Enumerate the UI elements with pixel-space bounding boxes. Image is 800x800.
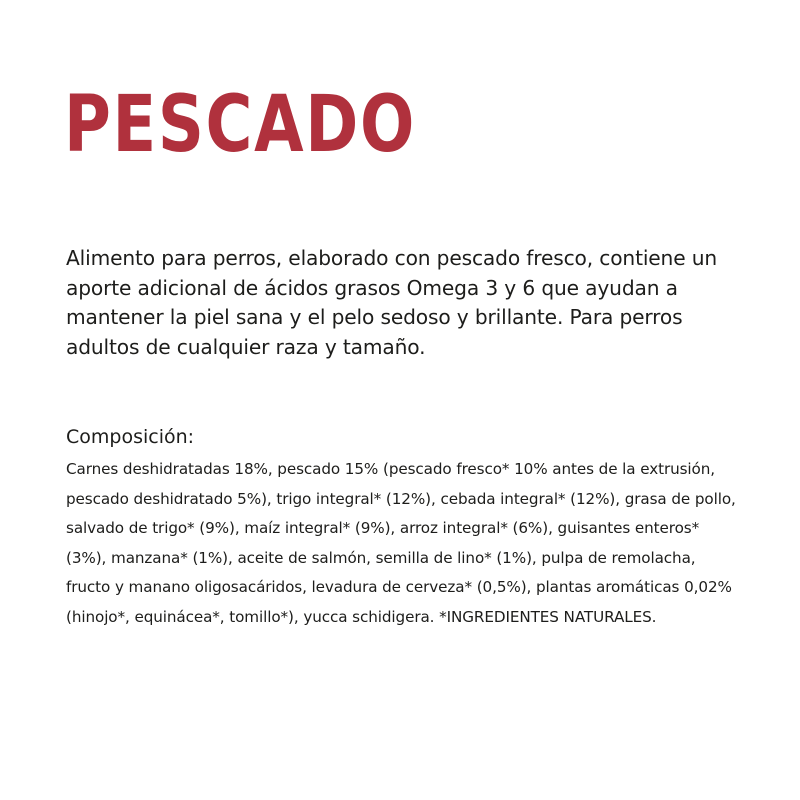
- composition-heading: Composición:: [66, 426, 195, 448]
- product-description: Alimento para perros, elaborado con pescado fresco, contiene un aporte adicional de ácidos grasos Omega 3 y 6 que ayudan a mantener la piel sana y el pelo sedoso y brillante. Para perros adultos de cualquier raza y tamaño.: [66, 246, 718, 359]
- composition-text: Carnes deshidratadas 18%, pescado 15% (pescado fresco* 10% antes de la extrusión, pescado deshidratado 5%), trigo integral* (12%), cebada integral* (12%), grasa de pollo, salvado de trigo* (9%), maíz integral* (9%), arroz integral* (6%), guisantes enteros* (3%), manzana* (1%), aceite de salmón, semilla de lino* (1%), pulpa de remolacha, fructo y manano oligosacáridos, levadura de cerveza* (0,5%), plantas aromáticas 0,02% (hinojo*, equinácea*, tomillo*), yucca schidigera. *INGREDIENTES NATURALES.: [66, 460, 736, 626]
- product-title: PESCADO: [64, 80, 417, 170]
